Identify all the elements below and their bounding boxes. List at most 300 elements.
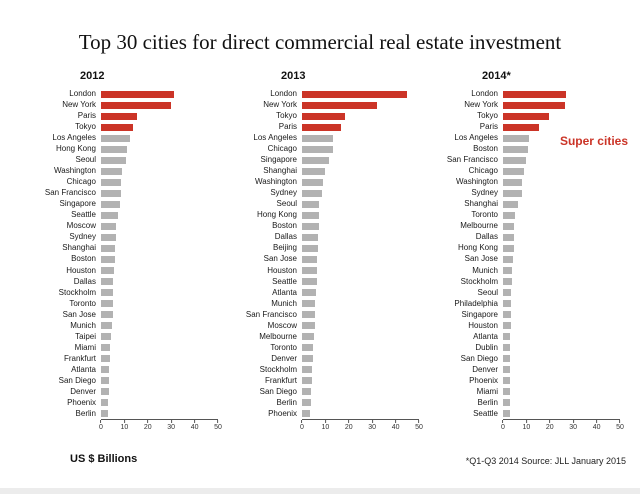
bar xyxy=(302,278,317,285)
bar xyxy=(302,234,318,241)
bar-track xyxy=(302,234,419,241)
axis-tick xyxy=(522,420,530,431)
bar-track xyxy=(503,91,620,98)
bar-row xyxy=(30,232,218,242)
bar xyxy=(302,179,323,186)
city-label: Berlin xyxy=(276,397,297,407)
tick-mark xyxy=(302,420,303,423)
bar-track xyxy=(101,168,218,175)
bar-row xyxy=(30,398,218,408)
bar xyxy=(503,135,529,142)
bar-track xyxy=(101,223,218,230)
bar-row xyxy=(231,299,419,309)
tick-label: 30 xyxy=(569,424,578,431)
bar-track xyxy=(503,355,620,362)
city-label: New York xyxy=(464,100,498,110)
bar xyxy=(101,124,133,131)
bar-row xyxy=(432,310,620,320)
bar-track xyxy=(503,190,620,197)
bar-row xyxy=(231,354,419,364)
bar-track xyxy=(101,135,218,142)
bar-track xyxy=(101,102,218,109)
bar-row xyxy=(30,387,218,397)
axis-tick xyxy=(321,420,329,431)
axis-tick xyxy=(501,420,505,431)
bar-track xyxy=(302,256,419,263)
bar-track xyxy=(302,201,419,208)
source-note: *Q1-Q3 2014 Source: JLL January 2015 xyxy=(465,456,626,466)
bar-row xyxy=(432,365,620,375)
chart-year-label: 2014* xyxy=(482,70,511,82)
bar-track xyxy=(503,377,620,384)
city-label: Tokyo xyxy=(477,111,498,121)
bar-track xyxy=(302,267,419,274)
axis-tick xyxy=(144,420,152,431)
city-label: Miami xyxy=(74,342,96,352)
bar-track xyxy=(101,212,218,219)
bar xyxy=(302,289,316,296)
bar xyxy=(101,333,111,340)
city-label: Berlin xyxy=(75,408,96,418)
bar-row xyxy=(30,111,218,121)
bar-track xyxy=(302,344,419,351)
bar-track xyxy=(302,399,419,406)
city-label: London xyxy=(270,89,297,98)
bar-row xyxy=(231,332,419,342)
bar-track xyxy=(101,377,218,384)
charts-container xyxy=(30,70,624,436)
tick-label: 0 xyxy=(501,424,505,431)
bar-row xyxy=(30,354,218,364)
bar xyxy=(302,366,312,373)
bar-row xyxy=(30,376,218,386)
bar xyxy=(302,256,317,263)
bar-rows xyxy=(231,89,419,419)
bar-row xyxy=(231,122,419,132)
bar-row xyxy=(432,321,620,331)
bar-row xyxy=(432,155,620,165)
tick-mark xyxy=(217,420,218,423)
city-label: San Francisco xyxy=(446,155,498,165)
bar-track xyxy=(101,300,218,307)
city-label: Beijing xyxy=(272,243,297,253)
axis-tick xyxy=(191,420,199,431)
city-label: Atlanta xyxy=(71,364,96,374)
city-label: Phoenix xyxy=(268,408,297,418)
bar-track xyxy=(503,399,620,406)
bar-row xyxy=(231,277,419,287)
bar-row xyxy=(231,177,419,187)
tick-mark xyxy=(503,420,504,423)
city-label: Stockholm xyxy=(58,287,96,297)
bar xyxy=(302,91,407,98)
bar-row xyxy=(30,122,218,132)
tick-label: 50 xyxy=(214,424,222,431)
bar xyxy=(503,388,510,395)
city-label: Frankfurt xyxy=(63,353,96,363)
bar xyxy=(302,267,317,274)
bar xyxy=(302,146,333,153)
bar-track xyxy=(101,278,218,285)
city-label: Paris xyxy=(278,122,297,132)
axis-tick xyxy=(300,420,304,431)
bar-row xyxy=(30,288,218,298)
bar xyxy=(101,146,127,153)
bar-row xyxy=(30,365,218,375)
city-label: Sydney xyxy=(69,232,96,242)
bar-row xyxy=(231,288,419,298)
bar-row xyxy=(432,254,620,264)
bar-track xyxy=(101,113,218,120)
bar-row xyxy=(30,254,218,264)
city-label: New York xyxy=(263,100,297,110)
bar-row xyxy=(231,254,419,264)
axis-tick xyxy=(167,420,175,431)
bar-row xyxy=(432,221,620,231)
bar-track xyxy=(503,234,620,241)
bar xyxy=(503,223,514,230)
bar xyxy=(302,300,315,307)
bar xyxy=(101,168,122,175)
bar-row xyxy=(231,232,419,242)
city-label: Chicago xyxy=(468,166,498,176)
axis-units-label: US $ Billions xyxy=(70,453,138,465)
bar xyxy=(302,124,341,131)
city-label: Sydney xyxy=(471,188,498,198)
bar xyxy=(302,168,325,175)
bar-track xyxy=(503,212,620,219)
bar-row xyxy=(432,332,620,342)
bar-row xyxy=(30,321,218,331)
bar xyxy=(503,300,511,307)
bar-row xyxy=(231,310,419,320)
bar-track xyxy=(101,179,218,186)
city-label: Phoenix xyxy=(469,375,498,385)
bar-track xyxy=(503,289,620,296)
city-label: Singapore xyxy=(461,309,498,319)
city-label: Houston xyxy=(468,320,498,330)
tick-mark xyxy=(325,420,326,423)
tick-label: 40 xyxy=(190,424,199,431)
bar-track xyxy=(302,377,419,384)
axis-tick xyxy=(546,420,554,431)
bar-track xyxy=(503,179,620,186)
city-label: Houston xyxy=(267,265,297,275)
bar-track xyxy=(101,91,218,98)
tick-mark xyxy=(124,420,125,423)
bar-track xyxy=(503,157,620,164)
city-label: Seoul xyxy=(477,287,498,297)
bar xyxy=(101,234,116,241)
axis-tick xyxy=(368,420,376,431)
city-label: Hong Kong xyxy=(457,243,498,253)
bar-track xyxy=(503,300,620,307)
bottom-strip xyxy=(0,488,640,494)
tick-mark xyxy=(147,420,148,423)
chart-2014 xyxy=(432,70,624,436)
bar xyxy=(503,355,510,362)
bar-rows xyxy=(30,89,218,419)
bar xyxy=(101,377,109,384)
city-label: Dallas xyxy=(73,276,96,286)
city-label: Toronto xyxy=(471,210,498,220)
bar-row xyxy=(231,111,419,121)
bar xyxy=(503,190,522,197)
bar xyxy=(101,212,118,219)
bar-track xyxy=(101,366,218,373)
city-label: Paris xyxy=(77,111,96,121)
bar-row xyxy=(432,210,620,220)
bar-track xyxy=(302,124,419,131)
city-label: Washington xyxy=(54,166,96,176)
bar-track xyxy=(503,201,620,208)
bar-row xyxy=(231,188,419,198)
city-label: San Diego xyxy=(259,386,297,396)
bar-track xyxy=(101,322,218,329)
city-label: Chicago xyxy=(267,144,297,154)
bar xyxy=(302,388,311,395)
bar-track xyxy=(302,388,419,395)
bar-row xyxy=(231,365,419,375)
bar xyxy=(302,102,377,109)
city-label: Tokyo xyxy=(75,122,96,132)
bar-row xyxy=(30,199,218,209)
x-axis xyxy=(99,419,222,436)
city-label: Denver xyxy=(70,386,96,396)
tick-label: 0 xyxy=(99,424,103,431)
bar-row xyxy=(432,122,620,132)
bar xyxy=(503,146,528,153)
bar-row xyxy=(432,232,620,242)
tick-label: 30 xyxy=(368,424,377,431)
bar-track xyxy=(302,278,419,285)
city-label: Seoul xyxy=(75,155,96,165)
bar xyxy=(302,113,345,120)
bar xyxy=(503,113,549,120)
page-title: Top 30 cities for direct commercial real estate investment xyxy=(78,30,562,54)
bar-row xyxy=(231,89,419,99)
city-label: Munich xyxy=(472,265,498,275)
axis-tick xyxy=(569,420,577,431)
bar xyxy=(302,201,319,208)
tick-label: 40 xyxy=(391,424,400,431)
bar-row xyxy=(432,100,620,110)
bar-track xyxy=(503,410,620,417)
bar-track xyxy=(101,388,218,395)
bar-row xyxy=(432,343,620,353)
bar xyxy=(101,267,114,274)
bar-row xyxy=(231,398,419,408)
city-label: San Francisco xyxy=(44,188,96,198)
bar-row xyxy=(432,354,620,364)
bar-row xyxy=(432,277,620,287)
bar-row xyxy=(432,243,620,253)
city-label: London xyxy=(471,89,498,98)
bar-row xyxy=(432,166,620,176)
bar-row xyxy=(231,243,419,253)
bar-row xyxy=(30,221,218,231)
city-label: Stockholm xyxy=(259,364,297,374)
axis-tick xyxy=(214,420,222,431)
bar xyxy=(101,91,174,98)
city-label: San Diego xyxy=(58,375,96,385)
city-label: Shanghai xyxy=(464,199,498,209)
bar-track xyxy=(302,113,419,120)
bar xyxy=(101,355,110,362)
tick-label: 10 xyxy=(321,424,330,431)
tick-label: 0 xyxy=(300,424,304,431)
chart-2012 xyxy=(30,70,222,436)
city-label: Dublin xyxy=(475,342,498,352)
bar-track xyxy=(503,124,620,131)
city-label: Munich xyxy=(271,298,297,308)
bar-track xyxy=(503,388,620,395)
bar-row xyxy=(30,155,218,165)
axis-tick xyxy=(415,420,423,431)
city-label: Taipei xyxy=(75,331,96,341)
city-label: Seattle xyxy=(272,276,297,286)
bar xyxy=(101,113,137,120)
bar-row xyxy=(30,332,218,342)
city-label: Seoul xyxy=(276,199,297,209)
city-label: Toronto xyxy=(270,342,297,352)
bar-row xyxy=(432,376,620,386)
bar-row xyxy=(30,89,218,99)
bar xyxy=(302,157,329,164)
bar-track xyxy=(101,124,218,131)
bar-track xyxy=(503,311,620,318)
bar-track xyxy=(503,256,620,263)
city-label: Seattle xyxy=(473,408,498,418)
bar xyxy=(101,135,130,142)
bar-track xyxy=(101,355,218,362)
tick-mark xyxy=(418,420,419,423)
bar xyxy=(503,201,518,208)
bar xyxy=(101,190,121,197)
bar-row xyxy=(432,409,620,419)
bar xyxy=(101,344,110,351)
bar-track xyxy=(101,410,218,417)
bar-row xyxy=(30,409,218,419)
bar xyxy=(302,322,315,329)
x-axis xyxy=(300,419,423,436)
bar-row xyxy=(231,409,419,419)
bar xyxy=(503,410,510,417)
bar-track xyxy=(101,146,218,153)
bar xyxy=(503,234,514,241)
bar-track xyxy=(101,201,218,208)
bar-track xyxy=(302,212,419,219)
tick-label: 20 xyxy=(143,424,152,431)
tick-mark xyxy=(526,420,527,423)
axis-tick xyxy=(593,420,601,431)
city-label: San Jose xyxy=(464,254,498,264)
bar-row xyxy=(432,199,620,209)
bar xyxy=(503,344,510,351)
bar-track xyxy=(101,289,218,296)
bar-track xyxy=(503,168,620,175)
bar xyxy=(302,190,322,197)
city-label: Paris xyxy=(479,122,498,132)
bar xyxy=(503,289,511,296)
bar-row xyxy=(231,210,419,220)
bar-track xyxy=(101,234,218,241)
bar-row xyxy=(30,144,218,154)
tick-mark xyxy=(101,420,102,423)
bar-track xyxy=(503,102,620,109)
bar-track xyxy=(302,179,419,186)
bar-track xyxy=(302,146,419,153)
bar-track xyxy=(302,311,419,318)
bar-track xyxy=(503,366,620,373)
city-label: Shanghai xyxy=(62,243,96,253)
tick-mark xyxy=(372,420,373,423)
bar xyxy=(302,399,311,406)
bar-track xyxy=(302,102,419,109)
bar-row xyxy=(432,266,620,276)
bar xyxy=(101,256,115,263)
bar-row xyxy=(30,243,218,253)
bar-row xyxy=(231,100,419,110)
bar-track xyxy=(101,256,218,263)
axis-tick xyxy=(345,420,353,431)
tick-label: 50 xyxy=(616,424,624,431)
bar-track xyxy=(101,190,218,197)
city-label: Phoenix xyxy=(67,397,96,407)
bar xyxy=(503,399,510,406)
bar xyxy=(503,267,512,274)
city-label: Hong Kong xyxy=(55,144,96,154)
bar-track xyxy=(302,333,419,340)
city-label: Seattle xyxy=(71,210,96,220)
bar-track xyxy=(503,113,620,120)
city-label: Atlanta xyxy=(473,331,498,341)
x-axis xyxy=(501,419,624,436)
bar-row xyxy=(231,266,419,276)
city-label: Stockholm xyxy=(460,276,498,286)
bar-row xyxy=(231,376,419,386)
tick-mark xyxy=(596,420,597,423)
bar xyxy=(503,245,514,252)
city-label: Toronto xyxy=(69,298,96,308)
bar-track xyxy=(302,366,419,373)
bar-track xyxy=(503,245,620,252)
tick-mark xyxy=(573,420,574,423)
city-label: Dallas xyxy=(475,232,498,242)
bar xyxy=(302,311,315,318)
bar xyxy=(101,300,113,307)
bar-row xyxy=(30,100,218,110)
bar xyxy=(101,201,120,208)
bar xyxy=(302,212,319,219)
axis-tick xyxy=(120,420,128,431)
bar-track xyxy=(503,223,620,230)
bar xyxy=(503,377,510,384)
bar xyxy=(302,135,333,142)
bar xyxy=(101,289,113,296)
bar-row xyxy=(432,288,620,298)
bar-track xyxy=(503,333,620,340)
bar-track xyxy=(302,322,419,329)
tick-label: 20 xyxy=(545,424,554,431)
city-label: Moscow xyxy=(267,320,297,330)
bar xyxy=(101,157,126,164)
city-label: Sydney xyxy=(270,188,297,198)
tick-mark xyxy=(348,420,349,423)
tick-label: 20 xyxy=(344,424,353,431)
bar-row xyxy=(30,210,218,220)
bar-track xyxy=(302,300,419,307)
